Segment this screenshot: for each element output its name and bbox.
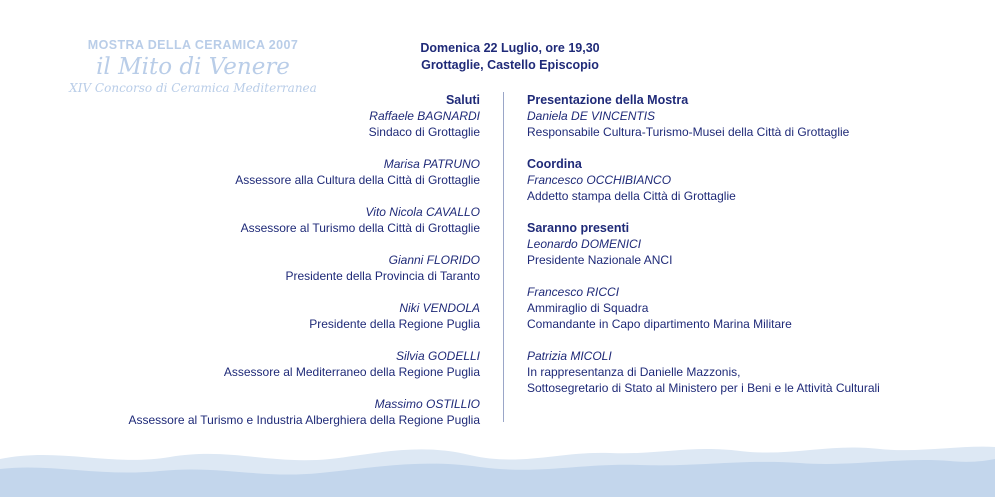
person-role: Sindaco di Grottaglie [368, 125, 480, 139]
program-entry [527, 108, 977, 140]
person-role: Assessore alla Cultura della Città di Grottaglie [235, 173, 480, 187]
saluti-column [20, 92, 480, 444]
person-name: Massimo OSTILLIO [374, 397, 480, 411]
person-name: Vito Nicola CAVALLO [365, 205, 480, 219]
program-entry [527, 172, 977, 204]
program-entry [527, 236, 977, 268]
person-role: Assessore al Mediterraneo della Regione Puglia [223, 365, 480, 379]
person-name: Marisa PATRUNO [383, 157, 480, 171]
event-date: Domenica 22 Luglio, ore 19,30 [420, 41, 600, 55]
logo-top-text: MOSTRA DELLA CERAMICA 2007 [87, 38, 299, 52]
column-divider [503, 92, 504, 422]
person-name: Niki VENDOLA [399, 301, 480, 315]
saluti-entry [20, 396, 480, 428]
person-role: Ammiraglio di Squadra [527, 301, 649, 315]
saluti-entry [20, 300, 480, 332]
program-entry [527, 348, 977, 396]
person-role: Presidente della Regione Puglia [309, 317, 480, 331]
person-role: Responsabile Cultura-Turismo-Musei della Città di Grottaglie [527, 125, 850, 139]
program-column [527, 92, 977, 412]
person-role: Presidente della Provincia di Taranto [285, 269, 480, 283]
person-role: Presidente Nazionale ANCI [527, 253, 673, 267]
person-name: Leonardo DOMENICI [527, 237, 642, 251]
section-title: Coordina [527, 157, 582, 171]
program-entry [527, 284, 977, 332]
person-name: Daniela DE VINCENTIS [527, 109, 656, 123]
person-name: Patrizia MICOLI [527, 349, 612, 363]
person-role: Assessore al Turismo e Industria Alberghiera della Regione Puglia [128, 413, 480, 427]
saluti-entry [20, 156, 480, 188]
saluti-entry [20, 252, 480, 284]
saluti-entry [20, 108, 480, 140]
person-name: Raffaele BAGNARDI [369, 109, 480, 123]
saluti-entry [20, 204, 480, 236]
person-role: Addetto stampa della Città di Grottaglie [527, 189, 736, 203]
person-role: Comandante in Capo dipartimento Marina Militare [527, 317, 792, 331]
person-name: Silvia GODELLI [395, 349, 480, 363]
section-title: Saranno presenti [527, 221, 630, 235]
logo-subtitle: XIV Concorso di Ceramica Mediterranea [69, 81, 317, 95]
saluti-title: Saluti [445, 93, 480, 107]
section-title: Presentazione della Mostra [527, 93, 689, 107]
saluti-entry [20, 348, 480, 380]
event-header [380, 40, 640, 74]
person-role: Sottosegretario di Stato al Ministero per i Beni e le Attività Culturali [527, 381, 880, 395]
event-logo [58, 38, 328, 95]
person-role: Assessore al Turismo della Città di Grottaglie [240, 221, 480, 235]
person-role: In rappresentanza di Danielle Mazzonis, [527, 365, 741, 379]
event-location: Grottaglie, Castello Episcopio [421, 58, 599, 72]
person-name: Gianni FLORIDO [388, 253, 480, 267]
person-name: Francesco OCCHIBIANCO [527, 173, 672, 187]
person-name: Francesco RICCI [527, 285, 620, 299]
wave-decoration [0, 437, 995, 497]
logo-title: il Mito di Venere [96, 54, 290, 80]
